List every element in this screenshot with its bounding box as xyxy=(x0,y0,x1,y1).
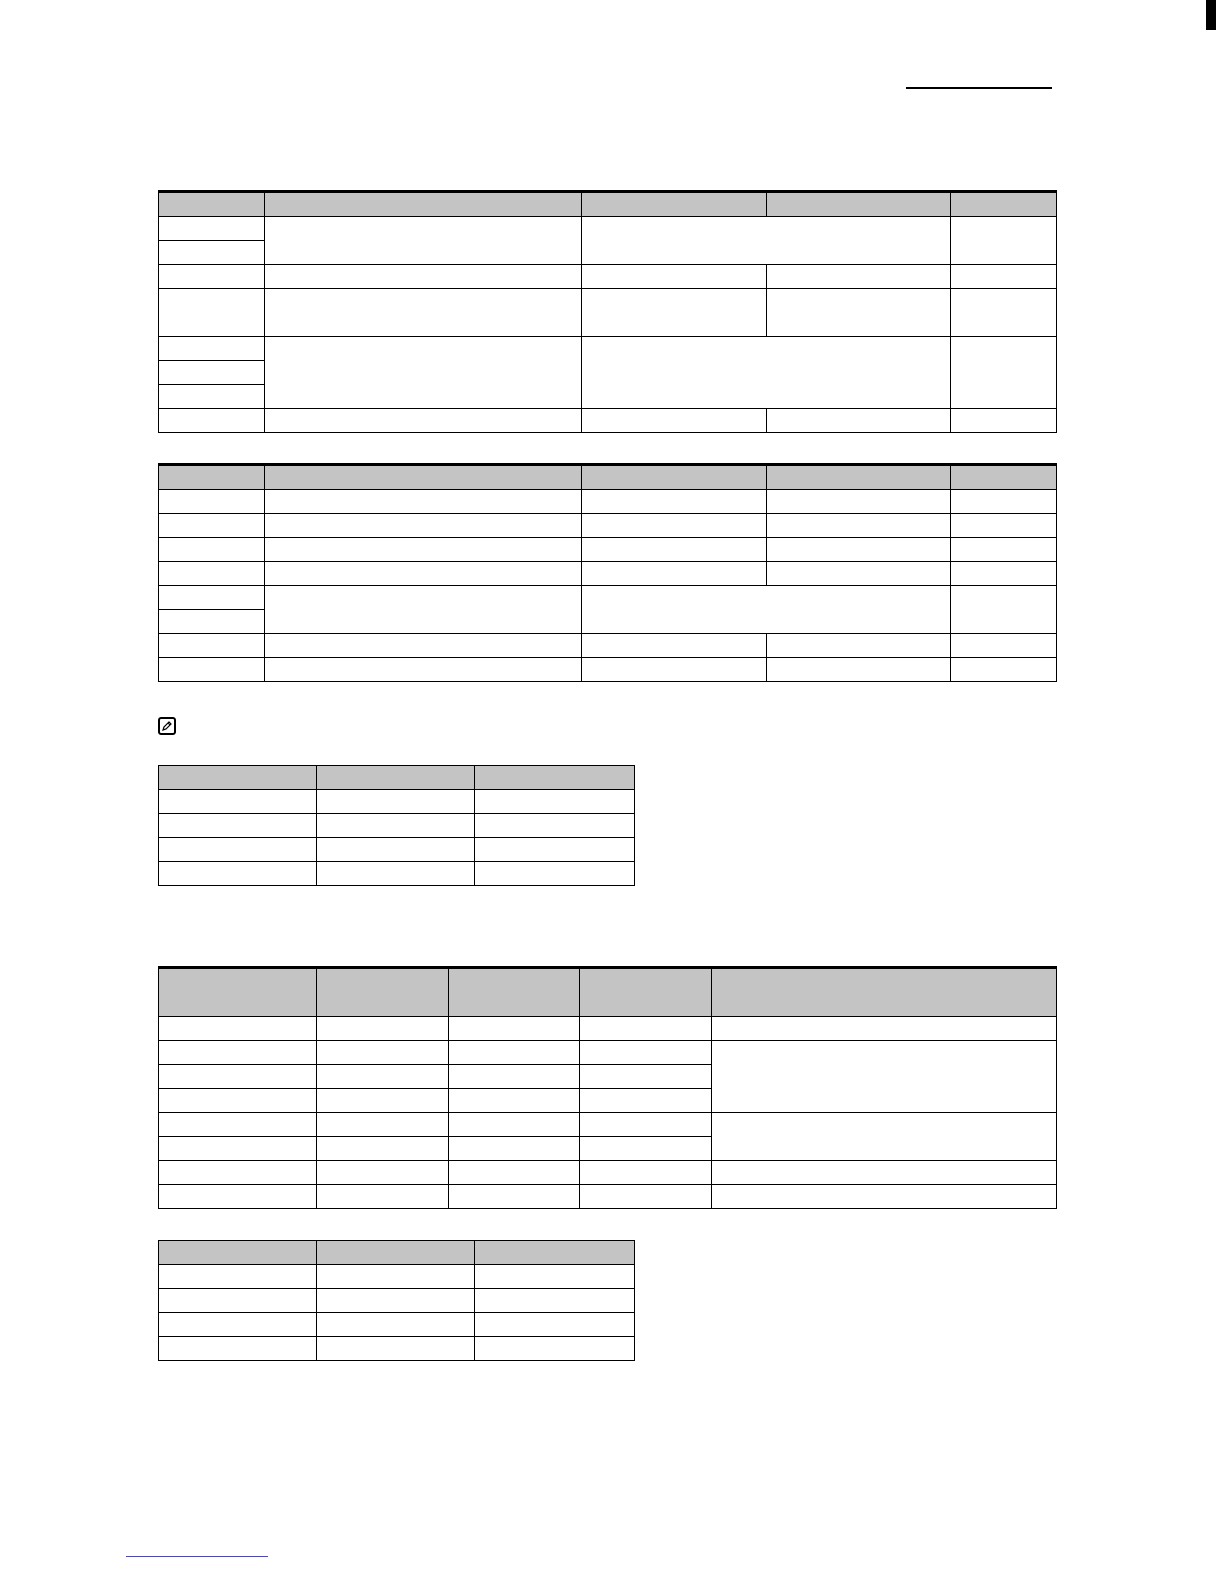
table-cell xyxy=(951,634,1057,658)
table-row xyxy=(159,514,1057,538)
table-cell xyxy=(159,1017,317,1041)
table-cell xyxy=(767,538,951,562)
table-cell xyxy=(159,538,265,562)
table-cell xyxy=(317,1161,449,1185)
table-cell xyxy=(159,1089,317,1113)
table-cell xyxy=(951,658,1057,682)
table-row xyxy=(159,586,1057,610)
table-cell xyxy=(317,1137,449,1161)
table-cell xyxy=(580,1161,712,1185)
table-header-row xyxy=(159,1241,635,1265)
table-cell xyxy=(159,1313,317,1337)
table-cell xyxy=(951,586,1057,634)
table-cell xyxy=(159,1065,317,1089)
header-cell xyxy=(582,192,767,217)
table-row xyxy=(159,289,1057,337)
table-cell xyxy=(159,586,265,610)
header-cell xyxy=(159,192,265,217)
mini-table-a xyxy=(158,765,635,886)
table-cell xyxy=(475,790,635,814)
table-cell xyxy=(767,289,951,337)
table-cell xyxy=(712,1161,1057,1185)
table-row xyxy=(159,1041,1057,1065)
table-cell xyxy=(159,1041,317,1065)
table-cell xyxy=(159,1289,317,1313)
table-cell xyxy=(951,538,1057,562)
table-cell xyxy=(317,1313,475,1337)
table-cell xyxy=(582,562,767,586)
table-cell xyxy=(582,514,767,538)
table-cell xyxy=(449,1065,580,1089)
table-cell xyxy=(159,241,265,265)
table-cell xyxy=(449,1041,580,1065)
table-cell xyxy=(159,1113,317,1137)
table-cell xyxy=(317,814,475,838)
table-cell xyxy=(265,514,582,538)
header-cell xyxy=(951,465,1057,490)
table-cell xyxy=(449,1185,580,1209)
table-row xyxy=(159,562,1057,586)
table-cell xyxy=(582,658,767,682)
header-cell xyxy=(767,465,951,490)
table-cell xyxy=(767,514,951,538)
table-cell xyxy=(159,562,265,586)
table-row xyxy=(159,1113,1057,1137)
table-cell xyxy=(159,514,265,538)
table-cell xyxy=(317,1185,449,1209)
table-cell xyxy=(159,361,265,385)
table-cell xyxy=(159,862,317,886)
table-cell xyxy=(159,1161,317,1185)
table-cell xyxy=(582,409,767,433)
footer-link-underline[interactable] xyxy=(126,1556,268,1557)
table-cell xyxy=(582,634,767,658)
table-cell xyxy=(712,1041,1057,1113)
table-header-row xyxy=(159,192,1057,217)
table-cell xyxy=(951,337,1057,409)
table-cell xyxy=(582,337,951,409)
table-cell xyxy=(712,1017,1057,1041)
table-cell xyxy=(580,1113,712,1137)
table-cell xyxy=(317,838,475,862)
table-cell xyxy=(317,790,475,814)
table-cell xyxy=(265,409,582,433)
table-cell xyxy=(317,862,475,886)
header-cell xyxy=(317,968,449,1017)
table-cell xyxy=(265,337,582,409)
table-cell xyxy=(265,658,582,682)
table-header-row xyxy=(159,968,1057,1017)
table-cell xyxy=(159,490,265,514)
table-cell xyxy=(159,1137,317,1161)
spec-table-b xyxy=(158,463,1057,682)
table-cell xyxy=(159,337,265,361)
header-cell xyxy=(475,1241,635,1265)
table-cell xyxy=(159,838,317,862)
table-header-row xyxy=(159,465,1057,490)
table-cell xyxy=(580,1185,712,1209)
table-cell xyxy=(951,217,1057,265)
table-row xyxy=(159,838,635,862)
table-cell xyxy=(582,217,951,265)
table-cell xyxy=(767,658,951,682)
table-cell xyxy=(951,562,1057,586)
table-row xyxy=(159,1337,635,1361)
table-cell xyxy=(159,814,317,838)
table-cell xyxy=(767,265,951,289)
header-cell xyxy=(475,766,635,790)
table-row xyxy=(159,337,1057,361)
table-cell xyxy=(159,1337,317,1361)
table-cell xyxy=(475,1337,635,1361)
table-cell xyxy=(475,1313,635,1337)
table-cell xyxy=(475,814,635,838)
table-cell xyxy=(265,586,582,634)
table-cell xyxy=(317,1337,475,1361)
table-cell xyxy=(582,490,767,514)
table-cell xyxy=(475,1289,635,1313)
table-cell xyxy=(580,1041,712,1065)
table-cell xyxy=(159,610,265,634)
table-cell xyxy=(159,790,317,814)
table-cell xyxy=(317,1289,475,1313)
table-cell xyxy=(475,862,635,886)
header-cell xyxy=(265,192,582,217)
table-row xyxy=(159,634,1057,658)
table-cell xyxy=(265,217,582,265)
table-cell xyxy=(582,538,767,562)
table-cell xyxy=(265,265,582,289)
table-cell xyxy=(580,1137,712,1161)
table-row xyxy=(159,862,635,886)
note-pencil-icon xyxy=(158,717,176,735)
header-rule xyxy=(906,87,1052,89)
table-cell xyxy=(159,409,265,433)
table-cell xyxy=(159,634,265,658)
table-row xyxy=(159,1185,1057,1209)
table-cell xyxy=(265,490,582,514)
table-cell xyxy=(951,289,1057,337)
table-row xyxy=(159,1265,635,1289)
table-cell xyxy=(449,1137,580,1161)
header-cell xyxy=(159,465,265,490)
table-cell xyxy=(449,1161,580,1185)
mini-table-b xyxy=(158,1240,635,1361)
table-cell xyxy=(159,1265,317,1289)
table-cell xyxy=(317,1041,449,1065)
header-cell xyxy=(317,1241,475,1265)
header-cell xyxy=(580,968,712,1017)
table-cell xyxy=(159,217,265,241)
table-cell xyxy=(449,1113,580,1137)
table-cell xyxy=(317,1017,449,1041)
table-cell xyxy=(951,265,1057,289)
header-cell xyxy=(582,465,767,490)
table-cell xyxy=(317,1113,449,1137)
table-row xyxy=(159,490,1057,514)
table-row xyxy=(159,814,635,838)
page-edge-mark xyxy=(1206,0,1216,30)
table-cell xyxy=(582,289,767,337)
table-cell xyxy=(767,409,951,433)
table-row xyxy=(159,538,1057,562)
table-cell xyxy=(159,265,265,289)
table-cell xyxy=(580,1089,712,1113)
table-cell xyxy=(159,658,265,682)
header-cell xyxy=(317,766,475,790)
table-cell xyxy=(265,634,582,658)
table-cell xyxy=(712,1185,1057,1209)
table-cell xyxy=(582,586,951,634)
matrix-table xyxy=(158,966,1057,1209)
table-cell xyxy=(767,562,951,586)
table-row xyxy=(159,409,1057,433)
table-row xyxy=(159,1313,635,1337)
table-row xyxy=(159,790,635,814)
header-cell xyxy=(159,766,317,790)
diagonal-header-cell xyxy=(159,968,317,1017)
table-cell xyxy=(475,1265,635,1289)
table-row xyxy=(159,217,1057,241)
table-row xyxy=(159,265,1057,289)
table-cell xyxy=(449,1017,580,1041)
table-row xyxy=(159,1289,635,1313)
header-cell xyxy=(712,968,1057,1017)
table-row xyxy=(159,658,1057,682)
table-cell xyxy=(582,265,767,289)
table-cell xyxy=(951,409,1057,433)
table-cell xyxy=(159,289,265,337)
table-cell xyxy=(317,1089,449,1113)
header-cell xyxy=(265,465,582,490)
table-cell xyxy=(265,538,582,562)
table-cell xyxy=(712,1113,1057,1161)
spec-table-a xyxy=(158,190,1057,433)
header-cell xyxy=(449,968,580,1017)
table-cell xyxy=(265,562,582,586)
table-row xyxy=(159,1161,1057,1185)
table-cell xyxy=(159,385,265,409)
table-cell xyxy=(951,490,1057,514)
table-header-row xyxy=(159,766,635,790)
header-cell xyxy=(767,192,951,217)
table-cell xyxy=(580,1017,712,1041)
table-cell xyxy=(475,838,635,862)
table-cell xyxy=(317,1065,449,1089)
table-cell xyxy=(951,514,1057,538)
header-cell xyxy=(159,1241,317,1265)
table-cell xyxy=(767,490,951,514)
table-cell xyxy=(159,1185,317,1209)
table-cell xyxy=(767,634,951,658)
header-cell xyxy=(951,192,1057,217)
table-row xyxy=(159,1017,1057,1041)
table-cell xyxy=(265,289,582,337)
table-cell xyxy=(317,1265,475,1289)
table-cell xyxy=(449,1089,580,1113)
table-cell xyxy=(580,1065,712,1089)
